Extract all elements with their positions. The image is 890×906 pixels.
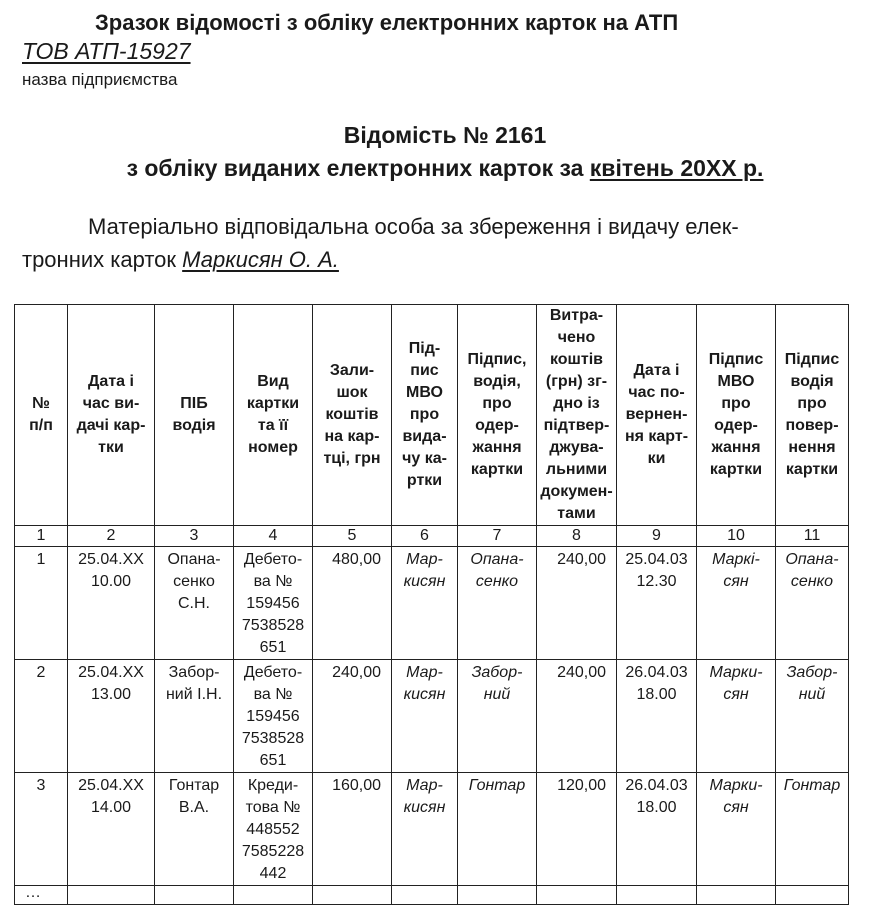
driver-return-signature-line: Гонтар — [783, 777, 841, 794]
continuation-cell — [234, 886, 313, 905]
driver-return-signature — [776, 547, 849, 660]
return-datetime-line: 25.04.03 — [625, 551, 688, 568]
statement-title: Відомість № 2161 — [343, 122, 547, 148]
card-type-number-line: Креди- — [247, 777, 299, 794]
column-header-3 — [155, 305, 234, 526]
column-header-6 — [392, 305, 458, 526]
issue-datetime-line: 25.04.XX — [78, 551, 144, 568]
issue-datetime-line: 13.00 — [90, 686, 132, 703]
continuation-cell — [68, 886, 155, 905]
column-header-3-line: водія — [172, 417, 216, 434]
column-header-5-line: тці, грн — [323, 450, 381, 467]
column-header-6-line: Під- — [408, 340, 441, 357]
card-type-number-line: 159456 — [246, 595, 300, 612]
column-header-8-line: льними — [545, 461, 608, 478]
card-type-number-line: 7585228 — [241, 843, 305, 860]
continuation-cell — [537, 886, 617, 905]
mvo-issue-signature-line: Мар- — [406, 664, 443, 681]
funds-spent: 240,00 — [537, 547, 617, 660]
column-header-5 — [313, 305, 392, 526]
column-header-5-line: коштів — [325, 406, 379, 423]
driver-name-line: ний І.Н. — [165, 686, 223, 703]
mvo-issue-signature-line: кисян — [403, 573, 446, 590]
mvo-receive-signature-line: сян — [723, 686, 749, 703]
column-header-8-line: (грн) зг- — [545, 373, 608, 390]
funds-spent: 120,00 — [537, 773, 617, 886]
column-header-9-line: час по- — [628, 384, 685, 401]
driver-name-line: С.Н. — [178, 595, 210, 612]
card-balance: 240,00 — [313, 660, 392, 773]
column-number: 5 — [313, 526, 392, 547]
funds-spent: 240,00 — [537, 660, 617, 773]
driver-name — [155, 773, 234, 886]
issue-datetime — [68, 773, 155, 886]
column-number: 2 — [68, 526, 155, 547]
mvo-issue-signature — [392, 660, 458, 773]
column-header-7-line: про — [482, 395, 512, 412]
responsible-person-line-2 — [22, 247, 339, 273]
column-number-row — [15, 526, 849, 547]
mvo-receive-signature-line: Марки- — [709, 777, 763, 794]
column-header-11-line: Підпис — [784, 351, 840, 368]
column-header-8-line: тами — [557, 505, 596, 522]
row-number: 2 — [15, 660, 68, 773]
column-header-5-line: шок — [336, 384, 368, 401]
column-header-7-line: водія, — [473, 373, 521, 390]
driver-name-line: Гонтар — [168, 777, 220, 794]
card-type-number-line: ва № — [253, 686, 293, 703]
driver-receive-signature-line: Опана- — [470, 551, 524, 568]
column-number: 11 — [776, 526, 849, 547]
column-header-6-line: вида- — [402, 428, 447, 445]
column-header-7-line: картки — [470, 461, 524, 478]
driver-return-signature — [776, 773, 849, 886]
mvo-receive-signature — [697, 547, 776, 660]
card-balance: 480,00 — [313, 547, 392, 660]
return-datetime-line: 26.04.03 — [625, 664, 688, 681]
column-header-11-line: про — [797, 395, 827, 412]
table-row-continuation — [15, 886, 849, 905]
return-datetime — [617, 773, 697, 886]
column-number: 1 — [15, 526, 68, 547]
column-header-8-line: докумен- — [540, 483, 613, 500]
issue-datetime-line: 25.04.XX — [78, 664, 144, 681]
column-header-11-line: водія — [790, 373, 834, 390]
issue-datetime-line: 10.00 — [90, 573, 132, 590]
card-type-number-line: 442 — [259, 865, 287, 882]
driver-receive-signature — [458, 773, 537, 886]
document-title: Зразок відомості з обліку електронних карток на АТП — [95, 10, 679, 35]
column-header-11-line: повер- — [785, 417, 839, 434]
responsible-person-name: Маркисян О. А. — [182, 247, 339, 272]
statement-subtitle — [0, 155, 890, 182]
column-number: 7 — [458, 526, 537, 547]
column-header-10-line: МВО — [717, 373, 755, 390]
column-header-7 — [458, 305, 537, 526]
mvo-receive-signature-line: Марки- — [709, 664, 763, 681]
driver-name-line: Забор- — [168, 664, 220, 681]
driver-receive-signature — [458, 547, 537, 660]
card-type-number-line: 159456 — [246, 708, 300, 725]
driver-return-signature-line: Забор- — [786, 664, 838, 681]
column-header-4-line: картки — [246, 395, 300, 412]
driver-name-line: В.А. — [178, 799, 210, 816]
mvo-receive-signature — [697, 660, 776, 773]
electronic-cards-table — [14, 304, 849, 905]
column-header-2-line: час ви- — [82, 395, 140, 412]
continuation-cell — [776, 886, 849, 905]
column-number: 3 — [155, 526, 234, 547]
column-header-7-line: жання — [472, 439, 522, 456]
mvo-issue-signature-line: Мар- — [406, 551, 443, 568]
column-header-8-line: Витра- — [549, 307, 604, 324]
mvo-issue-signature — [392, 773, 458, 886]
return-datetime-line: 12.30 — [636, 573, 677, 590]
card-type-number — [234, 773, 313, 886]
column-header-3-line: ПІБ — [180, 395, 208, 412]
driver-return-signature — [776, 660, 849, 773]
column-header-9 — [617, 305, 697, 526]
column-header-5-line: Зали- — [329, 362, 375, 379]
column-header-7-line: одер- — [475, 417, 519, 434]
card-type-number-line: това № — [245, 799, 301, 816]
column-header-4-line: номер — [248, 439, 298, 456]
column-header-10-line: Підпис — [708, 351, 764, 368]
column-header-6-line: чу ка- — [402, 450, 447, 467]
card-type-number-line: 448552 — [246, 821, 300, 838]
company-name: ТОВ АТП-15927 — [22, 38, 191, 64]
continuation-cell — [155, 886, 234, 905]
company-name-caption: назва підприємства — [22, 70, 178, 89]
card-type-number-line: 7538528 — [241, 617, 305, 634]
driver-return-signature-line: Опана- — [785, 551, 839, 568]
continuation-cell — [458, 886, 537, 905]
column-number: 9 — [617, 526, 697, 547]
row-number: 3 — [15, 773, 68, 886]
driver-receive-signature-line: Забор- — [471, 664, 523, 681]
column-header-4-line: та її — [257, 417, 289, 434]
driver-name — [155, 547, 234, 660]
column-header-2-line: дачі кар- — [76, 417, 146, 434]
column-header-5-line: на кар- — [324, 428, 380, 445]
continuation-cell — [392, 886, 458, 905]
column-header-7-line: Підпис, — [467, 351, 527, 368]
card-type-number-line: Дебето- — [243, 664, 303, 681]
column-header-2-line: тки — [98, 439, 124, 456]
table-header-row — [15, 305, 849, 526]
card-type-number-line: 651 — [259, 639, 287, 656]
card-balance: 160,00 — [313, 773, 392, 886]
column-header-11 — [776, 305, 849, 526]
card-type-number — [234, 660, 313, 773]
column-number: 8 — [537, 526, 617, 547]
column-header-9-line: Дата і — [633, 362, 680, 379]
continuation-cell — [617, 886, 697, 905]
column-number: 10 — [697, 526, 776, 547]
column-header-11-line: нення — [788, 439, 836, 456]
column-header-10-line: картки — [709, 461, 763, 478]
mvo-issue-signature-line: кисян — [403, 799, 446, 816]
card-type-number-line: 7538528 — [241, 730, 305, 747]
return-datetime — [617, 547, 697, 660]
column-header-10-line: жання — [711, 439, 761, 456]
row-number: 1 — [15, 547, 68, 660]
column-header-8 — [537, 305, 617, 526]
card-type-number-line: ва № — [253, 573, 293, 590]
issue-datetime — [68, 547, 155, 660]
return-datetime — [617, 660, 697, 773]
column-header-8-line: чено — [557, 329, 596, 346]
column-header-2 — [68, 305, 155, 526]
column-number: 6 — [392, 526, 458, 547]
mvo-receive-signature-line: сян — [723, 799, 749, 816]
card-type-number-line: 651 — [259, 752, 287, 769]
column-header-8-line: підтвер- — [543, 417, 610, 434]
column-header-6-line: ртки — [406, 472, 443, 489]
driver-return-signature-line: ний — [798, 686, 826, 703]
driver-receive-signature — [458, 660, 537, 773]
column-header-10-line: одер- — [714, 417, 758, 434]
column-header-1-line: № — [32, 395, 50, 412]
column-header-6-line: МВО — [406, 384, 443, 401]
column-header-1 — [15, 305, 68, 526]
driver-receive-signature-line: Гонтар — [468, 777, 526, 794]
column-header-4-line: Вид — [257, 373, 289, 390]
continuation-cell — [313, 886, 392, 905]
driver-receive-signature-line: сенко — [475, 573, 519, 590]
driver-name-line: сенко — [173, 573, 215, 590]
driver-name-line: Опана- — [167, 551, 221, 568]
column-header-10 — [697, 305, 776, 526]
issue-datetime-line: 25.04.XX — [78, 777, 144, 794]
table-row — [15, 660, 849, 773]
column-header-1-line: п/п — [29, 417, 53, 434]
return-datetime-line: 18.00 — [636, 686, 677, 703]
responsible-person-prefix: тронних карток — [22, 247, 183, 272]
table-body — [15, 526, 849, 905]
issue-datetime — [68, 660, 155, 773]
column-header-2-line: Дата і — [88, 373, 134, 390]
mvo-issue-signature-line: кисян — [403, 686, 446, 703]
column-header-6-line: про — [409, 406, 440, 423]
driver-receive-signature-line: ний — [483, 686, 511, 703]
card-type-number-line: Дебето- — [243, 551, 303, 568]
mvo-receive-signature-line: Маркі- — [712, 551, 760, 568]
column-header-4 — [234, 305, 313, 526]
mvo-issue-signature-line: Мар- — [406, 777, 443, 794]
card-type-number — [234, 547, 313, 660]
column-number: 4 — [234, 526, 313, 547]
column-header-9-line: ки — [647, 450, 666, 467]
column-header-6-line: пис — [410, 362, 439, 379]
mvo-issue-signature — [392, 547, 458, 660]
mvo-receive-signature — [697, 773, 776, 886]
responsible-person-line-1: Матеріально відповідальна особа за збереження і видачу елек- — [88, 214, 739, 239]
column-header-8-line: джува- — [549, 439, 604, 456]
continuation-cell — [697, 886, 776, 905]
column-header-9-line: ня карт- — [624, 428, 689, 445]
column-header-8-line: коштів — [549, 351, 604, 368]
table-row — [15, 773, 849, 886]
table-row — [15, 547, 849, 660]
column-header-10-line: про — [721, 395, 751, 412]
driver-name — [155, 660, 234, 773]
column-header-8-line: дно із — [553, 395, 600, 412]
issue-datetime-line: 14.00 — [90, 799, 132, 816]
column-header-9-line: вернен- — [625, 406, 688, 423]
continuation-cell: … — [15, 886, 68, 905]
mvo-receive-signature-line: сян — [723, 573, 749, 590]
column-header-11-line: картки — [785, 461, 839, 478]
return-datetime-line: 26.04.03 — [625, 777, 688, 794]
statement-period: квітень 20XX р. — [589, 155, 764, 181]
return-datetime-line: 18.00 — [636, 799, 677, 816]
driver-return-signature-line: сенко — [790, 573, 834, 590]
statement-subtitle-prefix: з обліку виданих електронних карток за — [126, 155, 590, 181]
